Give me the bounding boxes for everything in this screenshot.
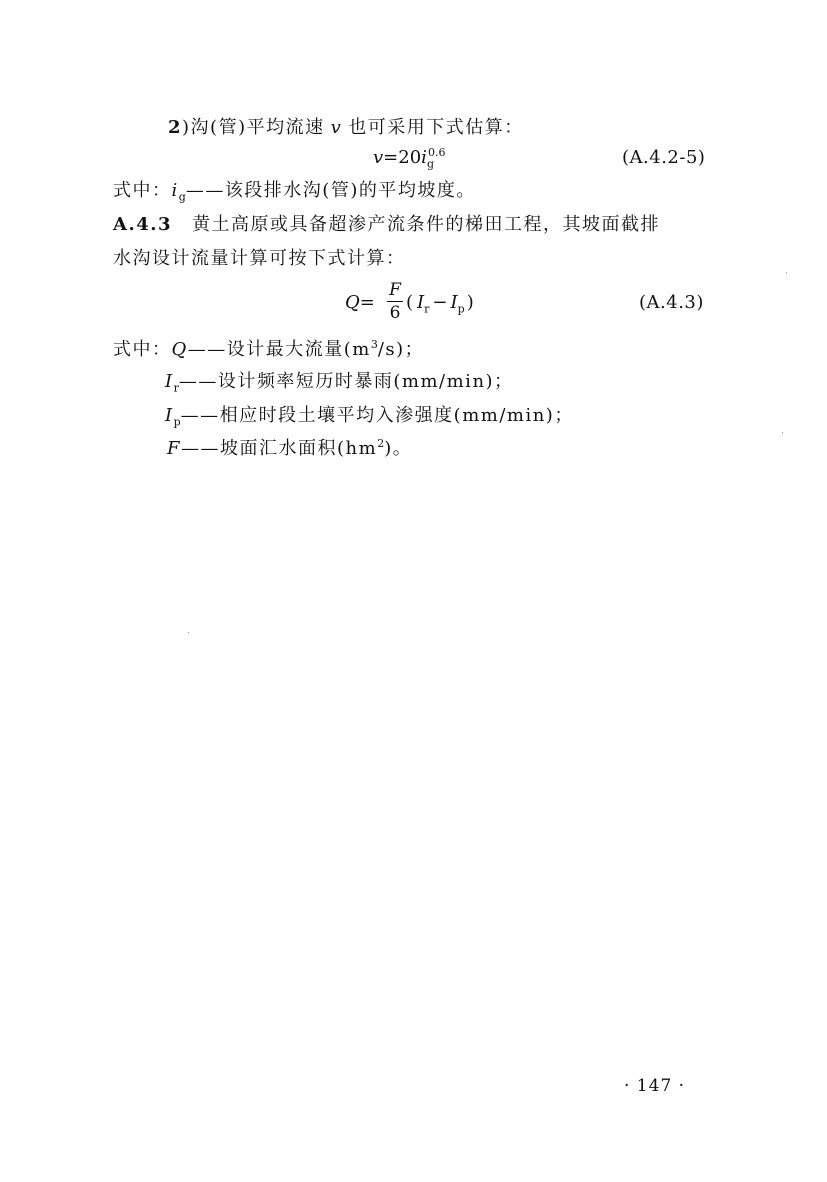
page-number: · 147 ·	[624, 1076, 686, 1096]
definition-q	[113, 338, 424, 362]
eq-exponent: 0.6	[427, 146, 446, 159]
equation-number-1: (A.4.2-5)	[622, 147, 706, 168]
section-number: A.4.3	[113, 214, 173, 235]
eq-slope-sub: g	[426, 157, 434, 171]
eq2-minus: −	[432, 292, 448, 313]
def-f-sup: 2	[377, 437, 385, 450]
velocity-symbol: v	[330, 117, 343, 138]
def-sub: g	[178, 190, 186, 204]
def-q-sup: 3	[370, 338, 378, 351]
section-heading-line	[113, 213, 660, 237]
def-ir-text: ——设计频率短历时暴雨(mm/min)；	[178, 371, 514, 392]
def-prefix: 式中：	[113, 180, 172, 201]
def-f-symbol: F	[167, 438, 181, 459]
eq2-open: (	[406, 292, 414, 313]
def-f-text: ——坡面汇水面积(hm	[181, 438, 378, 459]
fraction-denominator: 6	[389, 303, 401, 323]
equation-flow	[345, 291, 375, 315]
definition-ir	[165, 370, 514, 394]
method-line	[168, 116, 524, 140]
def-ip-sub: p	[173, 415, 181, 429]
eq2-lhs: Q	[345, 292, 360, 313]
def-q-text: ——设计最大流量(m	[187, 339, 371, 360]
fraction-bar	[387, 301, 403, 302]
equation-velocity	[373, 146, 445, 170]
fraction-f-over-6	[387, 280, 403, 323]
def-ip-text: ——相应时段土壤平均入渗强度(mm/min)；	[180, 405, 574, 426]
defs-prefix: 式中：	[113, 339, 172, 360]
item-text: )沟(管)平均流速	[182, 117, 325, 138]
scan-speck	[786, 272, 787, 273]
def-q-tail: /s)；	[377, 339, 425, 360]
scan-speck	[188, 632, 189, 633]
def-f-tail: )。	[384, 438, 413, 459]
scan-speck	[782, 432, 783, 433]
eq-slope-symbol: i	[421, 147, 427, 168]
eq2-equals: =	[359, 292, 375, 313]
section-text-line2: 水沟设计流量计算可按下式计算：	[113, 248, 406, 269]
eq2-close: )	[466, 292, 474, 313]
definition-ip	[165, 404, 574, 428]
definition-f	[167, 437, 412, 461]
definition-slope	[113, 179, 476, 203]
def-ip-symbol: I	[165, 405, 174, 426]
eq2-rain-sub: r	[424, 302, 430, 316]
item-number: 2	[168, 117, 183, 138]
equation-number-2: (A.4.3)	[639, 292, 704, 313]
def-ir-symbol: I	[165, 371, 174, 392]
eq-mid: =20	[383, 147, 422, 168]
equation-flow-paren	[406, 291, 474, 315]
section-text: 黄土高原或具备超渗产流条件的梯田工程，其坡面截排	[192, 214, 661, 235]
def-q-symbol: Q	[171, 339, 188, 360]
eq-lhs: v	[373, 147, 384, 168]
fraction-numerator: F	[389, 280, 401, 300]
eq2-infil-sub: p	[457, 302, 465, 316]
item-text-rest: 也可采用下式估算：	[348, 117, 524, 138]
def-ir-sub: r	[173, 381, 179, 395]
eq2-infil-symbol: I	[450, 292, 458, 313]
eq2-rain-symbol: I	[417, 292, 425, 313]
def-symbol: i	[171, 180, 179, 201]
def-text: ——该段排水沟(管)的平均坡度。	[185, 180, 476, 201]
